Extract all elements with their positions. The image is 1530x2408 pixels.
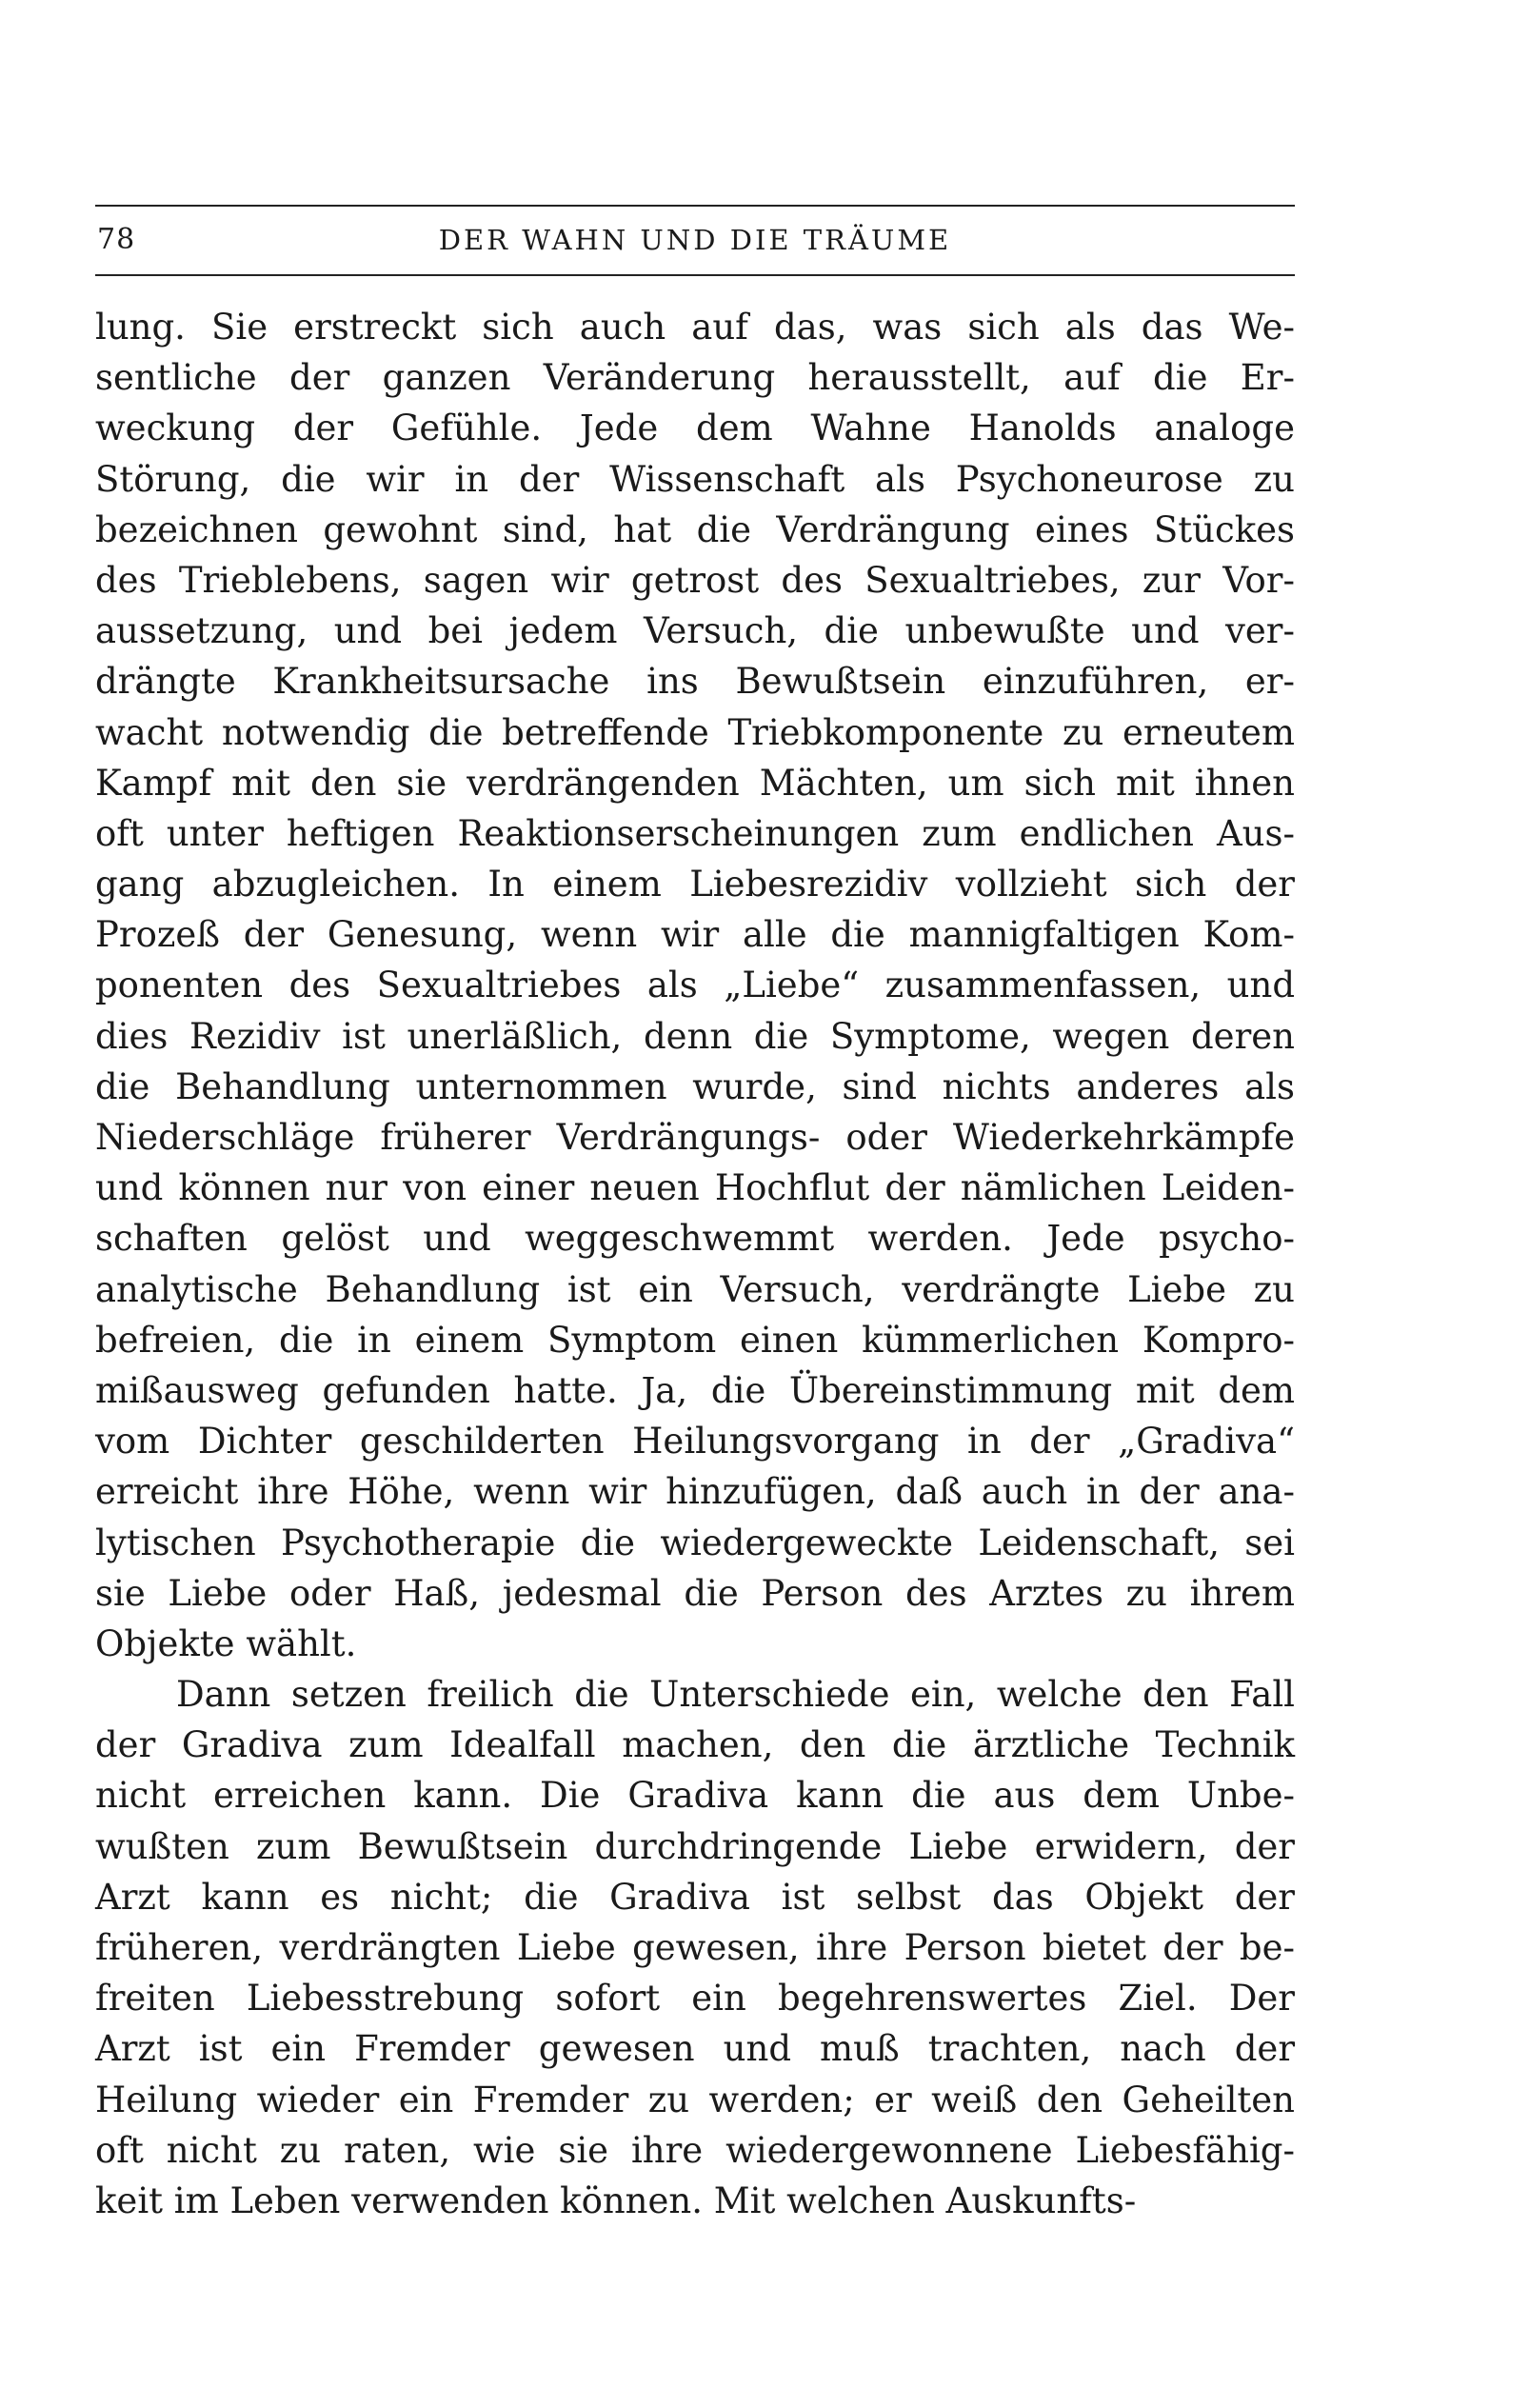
running-title: DER WAHN UND DIE TRÄUME — [438, 224, 952, 256]
text-line: lung. Sie erstreckt sich auch auf das, was sich als das We- — [95, 307, 1295, 348]
text-line: Störung, die wir in der Wissenschaft als Psychoneurose zu — [95, 458, 1295, 500]
text-line: wußten zum Bewußtsein durchdringende Liebe erwidern, der — [95, 1825, 1295, 1867]
text-line: Niederschläge früherer Verdrängungs- oder Wiederkehrkämpfe — [95, 1117, 1295, 1158]
text-line: analytische Behandlung ist ein Versuch, verdrängte Liebe zu — [95, 1268, 1295, 1310]
body-text — [95, 302, 1295, 2226]
text-line: Prozeß der Genesung, wenn wir alle die mannigfaltigen Kom- — [95, 914, 1295, 956]
text-line: keit im Leben verwenden können. Mit welchen Auskunfts- — [95, 2179, 1137, 2221]
page-number: 78 — [97, 223, 136, 256]
text-line: gang abzugleichen. In einem Liebesrezidiv vollzieht sich der — [95, 864, 1295, 905]
paragraph — [95, 302, 1295, 1669]
text-line: Objekte wählt. — [95, 1622, 357, 1664]
text-line: oft unter heftigen Reaktionserscheinungen zum endlichen Aus- — [95, 812, 1295, 854]
text-line: oft nicht zu raten, wie sie ihre wiedergewonnene Liebesfähig- — [95, 2129, 1295, 2171]
text-line: erreicht ihre Höhe, wenn wir hinzufügen, daß auch in der ana- — [95, 1471, 1295, 1513]
paragraph — [95, 1669, 1295, 2226]
text-line: Heilung wieder ein Fremder zu werden; er weiß den Geheilten — [95, 2079, 1295, 2120]
text-line: befreien, die in einem Symptom einen kümmerlichen Kompro- — [95, 1319, 1295, 1361]
text-line: früheren, verdrängten Liebe gewesen, ihre Person bietet der be- — [95, 1927, 1295, 1968]
text-line: aussetzung, und bei jedem Versuch, die unbewußte und ver- — [95, 610, 1295, 652]
text-line: Kampf mit den sie verdrängenden Mächten, um sich mit ihnen — [95, 762, 1295, 804]
header-rule-bottom — [95, 274, 1295, 276]
text-line: bezeichnen gewohnt sind, hat die Verdrängung eines Stückes — [95, 508, 1295, 550]
header-rule-top — [95, 205, 1295, 207]
text-line: Arzt kann es nicht; die Gradiva ist selbst das Objekt der — [95, 1876, 1295, 1918]
text-line: sie Liebe oder Haß, jedesmal die Person des Arztes zu ihrem — [95, 1572, 1295, 1614]
text-line: schaften gelöst und weggeschwemmt werden. Jede psycho- — [95, 1218, 1295, 1260]
text-line: und können nur von einer neuen Hochflut der nämlichen Leiden- — [95, 1167, 1295, 1209]
text-line: Dann setzen freilich die Unterschiede ein, welche den Fall — [176, 1674, 1295, 1716]
text-line: freiten Liebesstrebung sofort ein begehrenswertes Ziel. Der — [95, 1978, 1295, 2020]
text-line: mißausweg gefunden hatte. Ja, die Übereinstimmung mit dem — [95, 1369, 1295, 1411]
text-line: wacht notwendig die betreffende Triebkomponente zu erneutem — [95, 711, 1295, 753]
text-line: sentliche der ganzen Veränderung herausstellt, auf die Er- — [95, 357, 1295, 399]
text-line: des Trieblebens, sagen wir getrost des Sexualtriebes, zur Vor- — [95, 559, 1295, 601]
text-line: vom Dichter geschilderten Heilungsvorgang in der „Gradiva“ — [95, 1421, 1295, 1463]
text-line: Arzt ist ein Fremder gewesen und muß trachten, nach der — [95, 2028, 1295, 2070]
text-line: dies Rezidiv ist unerläßlich, denn die Symptome, wegen deren — [95, 1015, 1295, 1057]
text-line: der Gradiva zum Idealfall machen, den die ärztliche Technik — [95, 1724, 1295, 1766]
text-line: drängte Krankheitsursache ins Bewußtsein einzuführen, er- — [95, 661, 1295, 703]
text-line: weckung der Gefühle. Jede dem Wahne Hanolds analoge — [95, 408, 1295, 449]
text-line: lytischen Psychotherapie die wiedergeweckte Leidenschaft, sei — [95, 1522, 1295, 1563]
text-line: ponenten des Sexualtriebes als „Liebe“ zusammenfassen, und — [95, 965, 1295, 1006]
text-line: nicht erreichen kann. Die Gradiva kann die aus dem Unbe- — [95, 1775, 1295, 1817]
text-line: die Behandlung unternommen wurde, sind nichts anderes als — [95, 1065, 1295, 1107]
